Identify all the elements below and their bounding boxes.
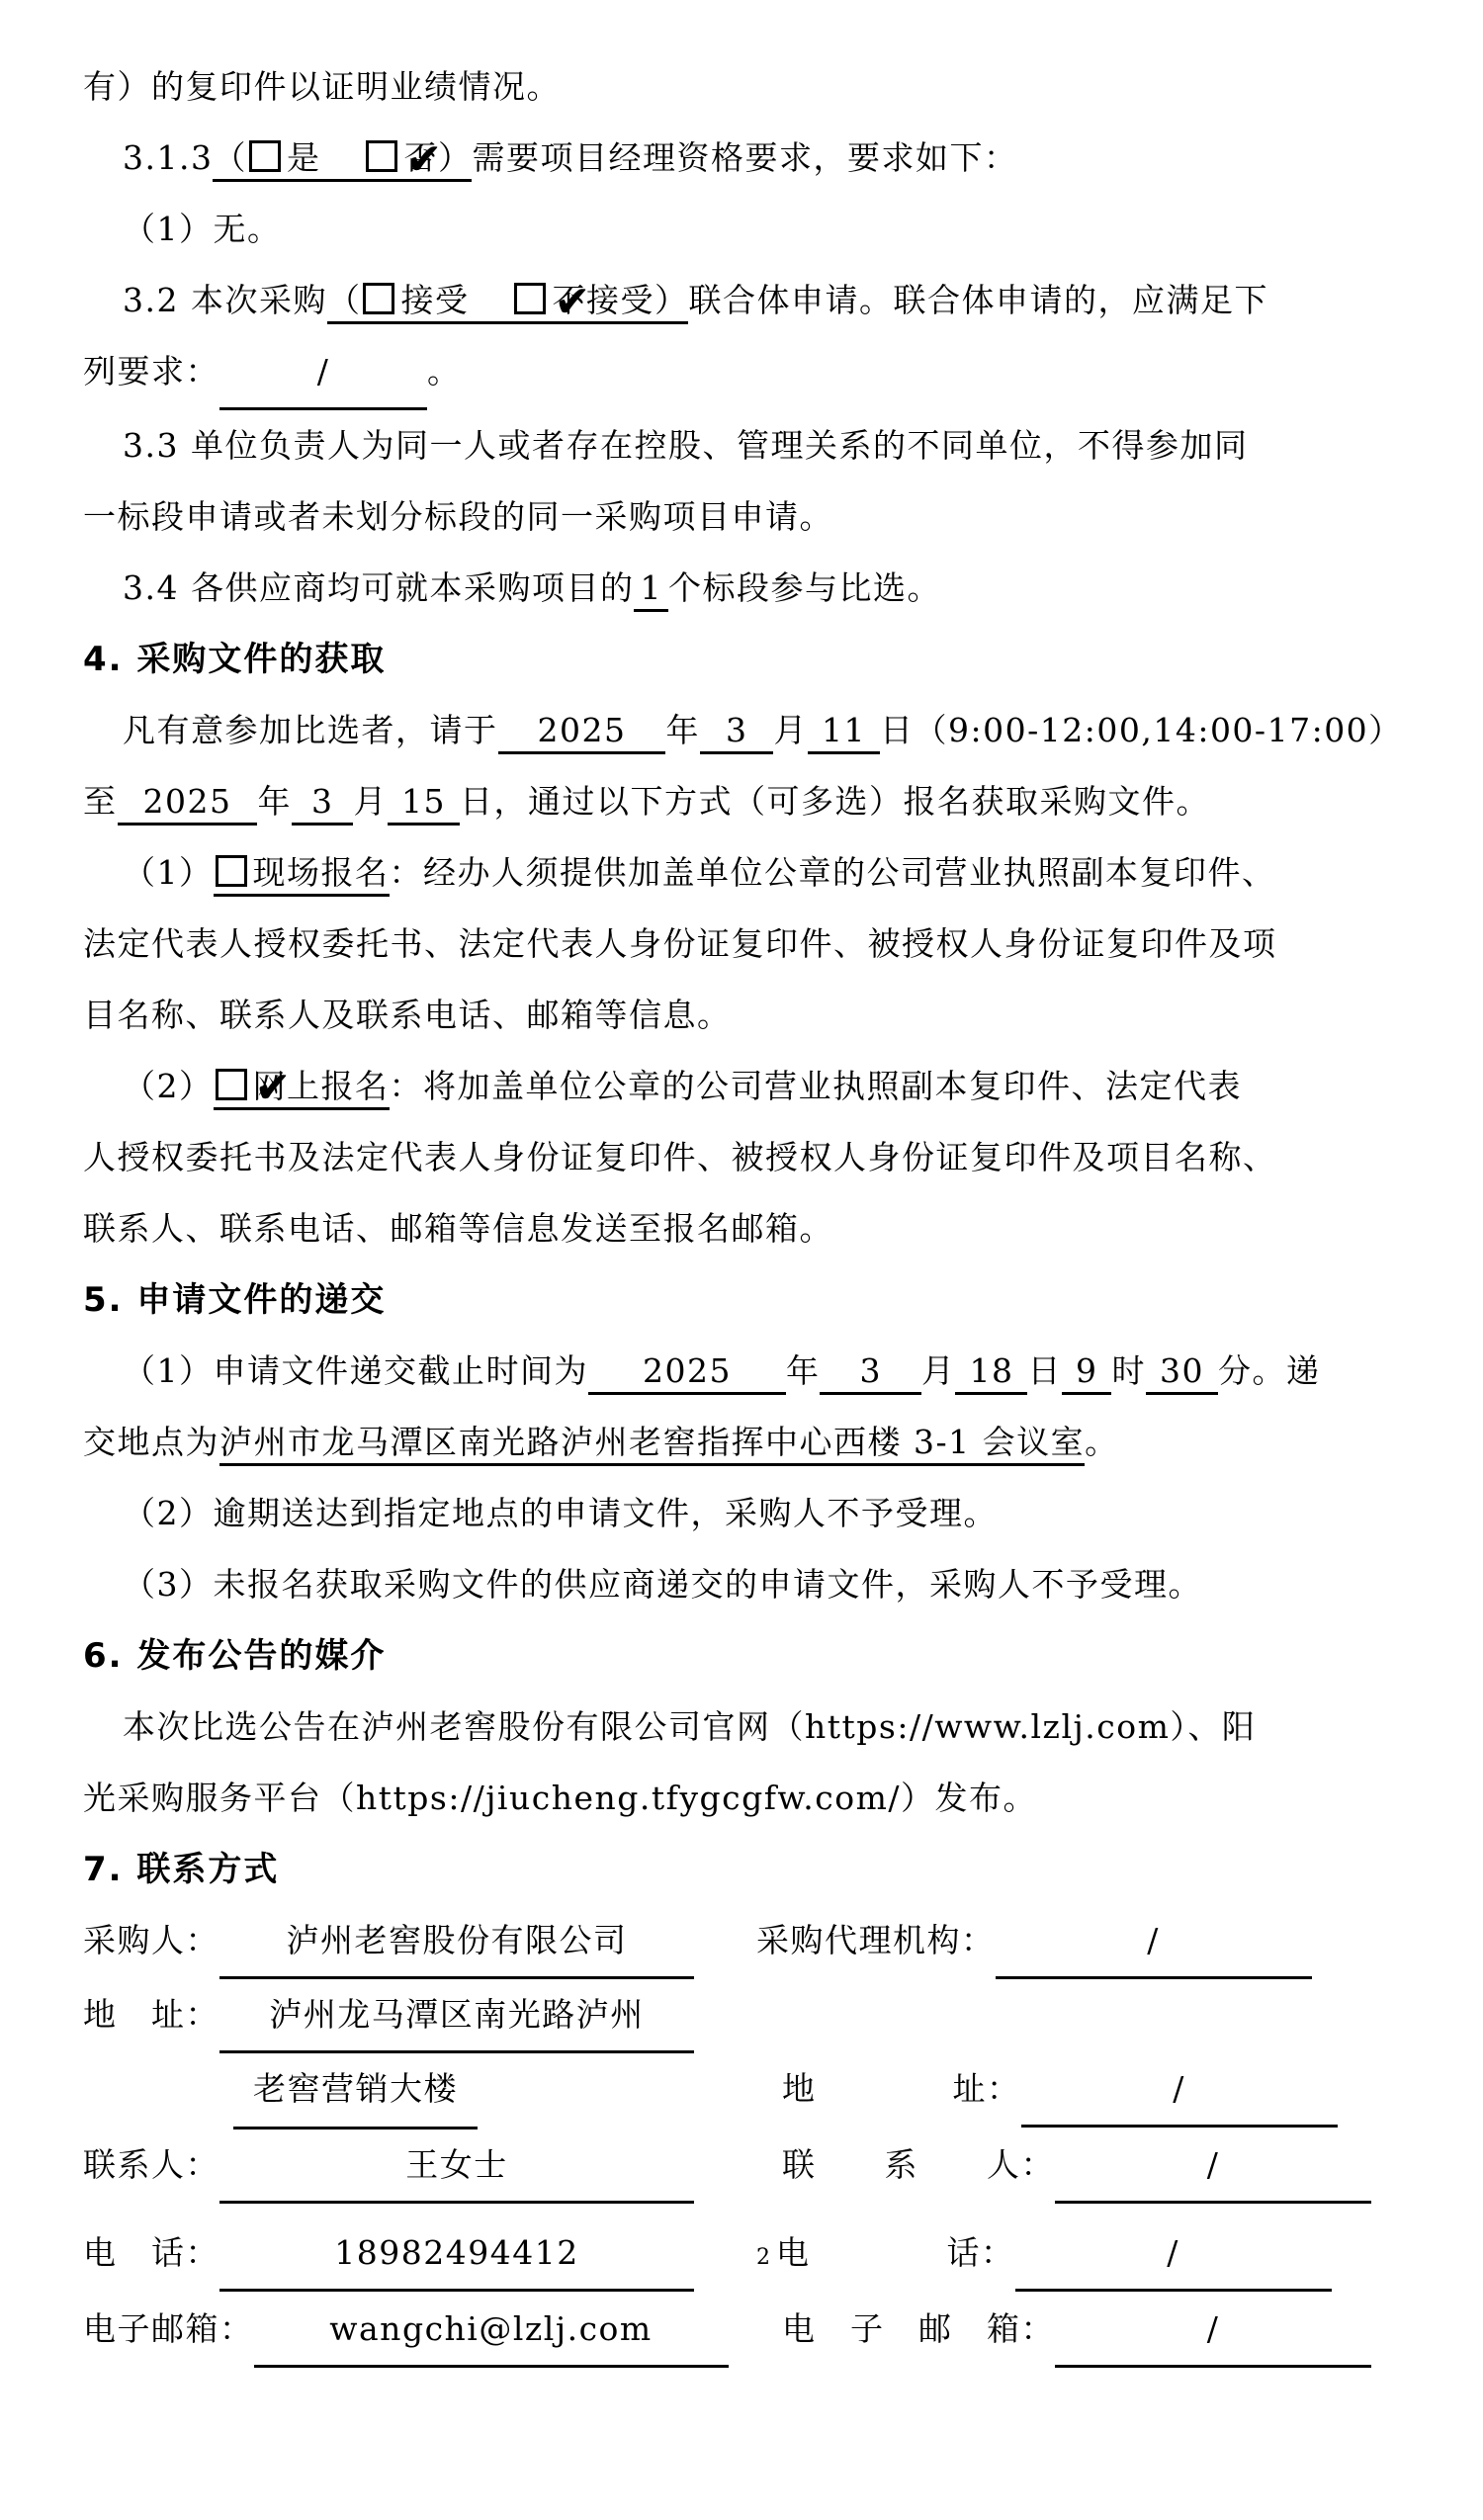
buyer-label: 采购人：: [83, 1921, 219, 1959]
option-label-online: 网上报名: [252, 1067, 390, 1105]
online-registration-continued-1: 人授权委托书及法定代表人身份证复印件、被授权人身份证复印件及项目名称、: [83, 1138, 1277, 1176]
address-value-2-underlined: 老窖营销大楼: [233, 2053, 478, 2129]
year-underlined: 2025: [118, 782, 258, 826]
late-submission-clause: （2）逾期送达到指定地点的申请文件，采购人不予受理。: [123, 1494, 998, 1532]
checkbox-label-yes: 是: [286, 138, 321, 177]
checkbox-checked-icon: [216, 1069, 247, 1100]
text-segment: 经办人须提供加盖单位公章的公司营业执照副本复印件、: [423, 853, 1276, 892]
buyer-cell: [83, 1905, 756, 1979]
time-window: （9:00-12:00,14:00-17:00）: [914, 711, 1403, 749]
checkbox-label-accept: 接受: [400, 281, 470, 319]
text-segment: （: [326, 281, 362, 319]
submission-location-line: [83, 1407, 1406, 1478]
text-segment: 3.2 本次采购: [123, 281, 327, 319]
text-segment: 交地点为: [83, 1423, 219, 1461]
text-segment: 凡有意参加比选者，请于: [123, 711, 498, 749]
submission-deadline-line: [83, 1336, 1406, 1407]
checkbox-checked-icon: [366, 140, 397, 172]
checkbox-label-reject: 不接受: [552, 281, 654, 319]
section-7-heading: 7. 联系方式: [83, 1850, 280, 1889]
month-underlined: 3: [820, 1351, 921, 1395]
contact-row-buyer: [83, 1905, 1406, 1979]
section-4-heading: 4. 采购文件的获取: [83, 640, 387, 679]
blank-slash-field: /: [1015, 2217, 1332, 2292]
day-underlined: 15: [388, 782, 460, 826]
clause-3-3: 3.3 单位负责人为同一人或者存在控股、管理关系的不同单位，不得参加同: [123, 426, 1249, 465]
address-value-underlined: 泸州龙马潭区南光路泸州: [219, 1979, 694, 2053]
person-value-underlined: 王女士: [219, 2129, 694, 2204]
phone-value-underlined: 18982494412: [219, 2217, 694, 2292]
text-segment: 列要求：: [83, 352, 219, 391]
onsite-option-underlined: [214, 853, 390, 897]
buyer-address-cell-2: [83, 2053, 756, 2129]
onsite-registration-continued-2: 目名称、联系人及联系电话、邮箱等信息。: [83, 996, 732, 1034]
submission-address-underlined: 泸州市龙马潭区南光路泸州老窖指挥中心西楼 3-1 会议室: [219, 1423, 1085, 1466]
text-segment: ）: [654, 281, 689, 319]
email-value-underlined: wangchi@lzlj.com: [254, 2294, 729, 2368]
clause-3-4: [83, 553, 1406, 624]
agency-address-label: 地 址：: [782, 2069, 1021, 2108]
month-underlined: 3: [700, 711, 774, 754]
text-segment: 月: [773, 711, 808, 749]
text-segment: 日: [879, 711, 915, 749]
onsite-registration-line: [83, 837, 1406, 909]
text-segment: 年: [785, 1351, 821, 1390]
text-segment: 。递: [1252, 1351, 1321, 1390]
buyer-person-cell: [83, 2129, 756, 2204]
text-segment: 3.4 各供应商均可就本采购项目的: [123, 568, 635, 607]
accept-checkbox-group: [327, 281, 689, 324]
hour-underlined: 9: [1062, 1351, 1112, 1395]
paragraph-carryover: 有）的复印件以证明业绩情况。: [83, 67, 561, 106]
text-segment: 分: [1217, 1351, 1253, 1390]
online-registration-line: [83, 1051, 1406, 1122]
year-underlined: 2025: [498, 711, 666, 754]
text-segment: （1）申请文件递交截止时间为: [123, 1351, 588, 1390]
agency-phone-label: 电 话：: [776, 2233, 1015, 2272]
registration-period-line-2: [83, 766, 1406, 837]
text-segment: ：: [389, 1067, 423, 1105]
clause-3-1-3-item-1: （1）无。: [123, 210, 282, 248]
announcement-media-line-1: 本次比选公告在泸州老窖股份有限公司官网（https://www.lzlj.com）、阳: [123, 1707, 1257, 1746]
yes-no-checkbox-group: [213, 138, 472, 182]
checkbox-unchecked-icon: [363, 283, 394, 314]
day-underlined: 18: [955, 1351, 1027, 1395]
clause-number: 3.1.3: [123, 138, 214, 177]
onsite-registration-continued-1: 法定代表人授权委托书、法定代表人身份证复印件、被授权人身份证复印件及项: [83, 924, 1277, 963]
contact-row-email: [83, 2294, 1406, 2368]
text-segment: 。: [1085, 1423, 1119, 1461]
buyer-email-cell: [83, 2294, 756, 2368]
agency-label: 采购代理机构：: [756, 1921, 996, 1959]
text-segment: 年: [665, 711, 700, 749]
text-segment: ：: [389, 853, 423, 892]
text-segment: （: [213, 138, 247, 177]
checkbox-checked-icon: [514, 283, 546, 314]
section-6-heading: 6. 发布公告的媒介: [83, 1636, 387, 1676]
contact-row-phone: [83, 2217, 1406, 2294]
registration-period-line-1: [83, 695, 1406, 766]
checkbox-unchecked-icon: [216, 855, 247, 887]
agency-person-label: 联 系 人：: [782, 2145, 1055, 2184]
blank-slash-field: /: [1055, 2294, 1371, 2368]
minute-underlined: 30: [1146, 1351, 1218, 1395]
agency-address-cell: [756, 2053, 1338, 2129]
text-segment: ）: [437, 138, 473, 177]
year-underlined: 2025: [588, 1351, 786, 1395]
agency-person-cell: [756, 2129, 1371, 2204]
lot-count-underlined: 1: [634, 568, 668, 612]
announcement-media-line-2: 光采购服务平台（https://jiucheng.tfygcgfw.com/）发布。: [83, 1779, 1038, 1817]
month-underlined: 3: [292, 782, 354, 826]
text-segment: 日: [1027, 1351, 1062, 1390]
blank-slash-field: /: [1055, 2129, 1371, 2204]
blank-slash-field: /: [219, 336, 427, 410]
buyer-address-cell: [83, 1979, 756, 2053]
contact-row-buyer-address-1: [83, 1979, 1406, 2053]
text-segment: 将加盖单位公章的公司营业执照副本复印件、法定代表: [423, 1067, 1242, 1105]
day-underlined: 11: [808, 711, 880, 754]
agency-email-cell: [756, 2294, 1371, 2368]
blank-slash-field: /: [996, 1905, 1312, 1979]
text-segment: 个标段参与比选。: [667, 568, 941, 607]
clause-3-2: [83, 265, 1406, 336]
page-number-artifact: 2: [756, 2245, 770, 2270]
text-segment: 。: [427, 352, 462, 391]
checkbox-label-no: 否: [403, 138, 438, 177]
contact-row-buyer-address-2: [83, 2053, 1406, 2129]
section-5-heading: 5. 申请文件的递交: [83, 1280, 387, 1320]
clause-3-2-continued: [83, 336, 1406, 410]
text-segment: （2）: [123, 1067, 214, 1105]
contact-row-person: [83, 2129, 1406, 2204]
text-segment: 年: [257, 782, 292, 821]
text-segment: 至: [83, 782, 118, 821]
online-registration-continued-2: 联系人、联系电话、邮箱等信息发送至报名邮箱。: [83, 1209, 833, 1248]
clause-3-3-continued: 一标段申请或者未划分标段的同一采购项目申请。: [83, 497, 833, 536]
unregistered-supplier-clause: （3）未报名获取采购文件的供应商递交的申请文件，采购人不予受理。: [123, 1565, 1202, 1604]
agency-email-label: 电 子 邮 箱：: [782, 2309, 1055, 2348]
text-segment: 月: [353, 782, 388, 821]
blank-slash-field: /: [1021, 2053, 1338, 2128]
agency-phone-cell: [756, 2217, 1332, 2294]
text-segment: （1）: [123, 853, 214, 892]
address-label: 地 址：: [83, 1995, 219, 2034]
option-label-onsite: 现场报名: [252, 853, 390, 892]
text-segment: 时: [1111, 1351, 1146, 1390]
clause-3-1-3: [83, 123, 1406, 194]
text-segment: 需要项目经理资格要求，要求如下：: [472, 138, 1018, 177]
phone-label: 电 话：: [83, 2233, 219, 2272]
person-label: 联系人：: [83, 2145, 219, 2184]
text-segment: 联合体申请。联合体申请的，应满足下: [688, 281, 1268, 319]
email-label: 电子邮箱：: [83, 2309, 254, 2348]
agency-cell: [756, 1905, 1312, 1979]
online-option-underlined: [214, 1067, 390, 1110]
checkbox-unchecked-icon: [249, 140, 281, 172]
text-segment: 月: [920, 1351, 956, 1390]
buyer-phone-cell: [83, 2217, 756, 2294]
text-segment: 日: [459, 782, 494, 821]
text-segment: ，通过以下方式（可多选）报名获取采购文件。: [493, 782, 1210, 821]
buyer-value-underlined: 泸州老窖股份有限公司: [219, 1905, 694, 1979]
